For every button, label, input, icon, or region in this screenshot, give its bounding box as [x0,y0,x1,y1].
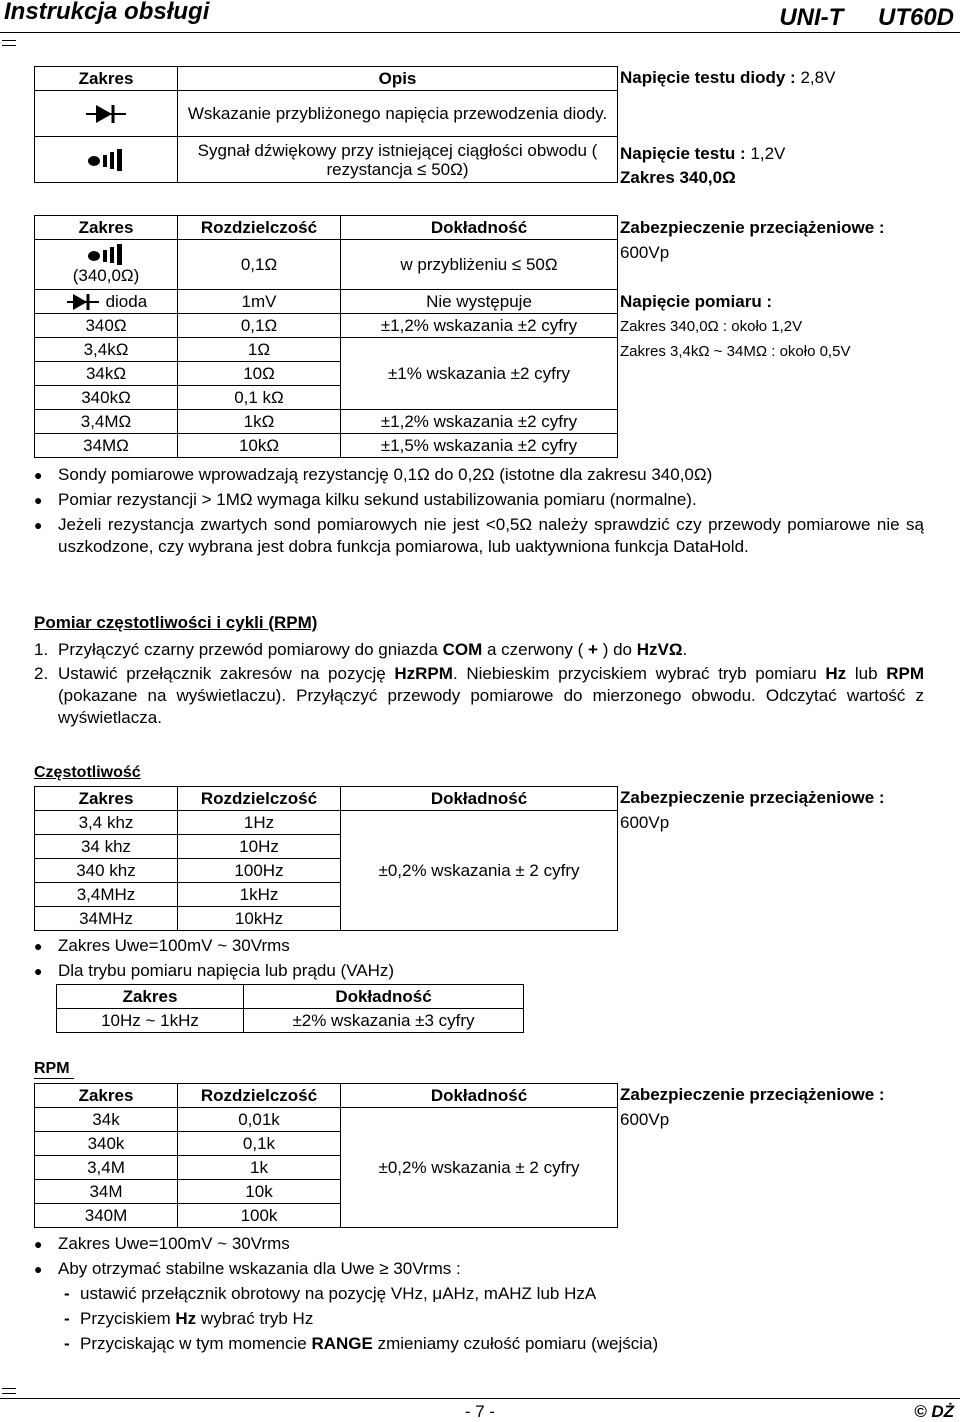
step-2: 2. Ustawić przełącznik zakresów na pozycję HzRPM. Niebieskim przyciskiem wybrać tryb pomiaru Hz lub RPM (pokazane na wyświetlaczu). Przyłączyć przewody pomiarowe do mierzonego obwodu. Odczytać wartość z wyświetlacza. [34,664,924,727]
buzzer-range-cell [35,240,178,290]
th-zakres: Zakres [35,67,178,91]
table-cell: 340Ω [35,314,178,338]
list-item: ● Zakres Uwe=100mV ~ 30Vrms [34,935,924,957]
table-cell: 34kΩ [35,362,178,386]
th-dokladnosc: Dokładność [341,1084,618,1108]
list-item: ● Jeżeli rezystancja zwartych sond pomiarowych nie jest <0,5Ω należy sprawdzić czy przewody pomiarowe nie są uszkodzone, czy wybrana jest dobra funkcja pomiarowa, lub uaktywniona funkcja DataHold. [34,514,924,558]
header-tick [2,40,16,46]
th-zakres: Zakres [35,1084,178,1108]
table-cell: 3,4MHz [35,883,178,907]
steps [34,639,924,731]
table-cell: 10k [178,1180,341,1204]
doc-model: UNI-T UT60D [779,4,954,31]
table-cell: 10Hz [178,835,341,859]
buzzer-icon [86,244,126,266]
table-cell: 0,1 kΩ [178,386,341,410]
table-cell: 3,4 khz [35,811,178,835]
diode-icon [65,293,101,311]
cont-range-label: Zakres 340,0Ω [620,168,736,187]
table-cell: ±2% wskazania ±3 cyfry [244,1009,524,1033]
dash-item: - Przyciskiem Hz wybrać tryb Hz [34,1308,924,1330]
diode-table [34,66,618,183]
measure-label: Napięcie pomiaru : [620,292,773,311]
table-cell: 340k [35,1132,178,1156]
table-cell: 1Ω [178,338,341,362]
table-cell: 10kHz [178,907,341,931]
table-cell: 3,4MΩ [35,410,178,434]
table-cell: 10kΩ [178,434,341,458]
buzzer-range: (340,0Ω) [72,266,140,285]
footer-rule [0,1398,960,1399]
header-rule [0,32,960,33]
notes-list [34,464,924,561]
table-cell: 1Hz [178,811,341,835]
rpm-table-title: RPM [34,1060,70,1077]
page-number: - 7 - [464,1402,496,1421]
resistance-table [34,215,618,458]
section-title: Pomiar częstotliwości i cykli (RPM) [34,613,318,632]
table-cell: 34k [35,1108,178,1132]
table-cell: 3,4kΩ [35,338,178,362]
rpm-notes [34,1233,924,1358]
author: © DŻ [914,1402,954,1421]
table-cell: 1kHz [178,883,341,907]
th-opis: Opis [178,67,618,91]
table-cell: ±0,2% wskazania ± 2 cyfry [341,1108,618,1228]
list-item: ● Pomiar rezystancji > 1MΩ wymaga kilku sekund ustabilizowania pomiaru (normalne). [34,489,924,511]
table-cell: 0,01k [178,1108,341,1132]
table-cell: 34 khz [35,835,178,859]
table-cell: 34MΩ [35,434,178,458]
cont-test-label: Napięcie testu : 1,2V [620,144,786,163]
table-cell: 10Hz ~ 1kHz [57,1009,244,1033]
th-rozdzielczosc: Rozdzielczość [178,1084,341,1108]
table-cell: 34MHz [35,907,178,931]
table-cell: 100k [178,1204,341,1228]
table-cell: ±1,2% wskazania ±2 cyfry [341,410,618,434]
list-item: ● Dla trybu pomiaru napięcia lub prądu (VAHz) [34,960,924,982]
freq-table [34,786,618,931]
list-item: ● Sondy pomiarowe wprowadzają rezystancję 0,1Ω do 0,2Ω (istotne dla zakresu 340,0Ω) [34,464,924,486]
th-zakres: Zakres [35,787,178,811]
buzzer-cell [35,137,178,183]
table-cell: 1kΩ [178,410,341,434]
diode-range: dioda [105,291,148,311]
diode-acc: Nie występuje [341,290,618,314]
table-cell: 340M [35,1204,178,1228]
freq-notes [34,935,924,985]
buzzer-desc: Sygnał dźwiękowy przy istniejącej ciągłości obwodu ( rezystancja ≤ 50Ω) [178,137,618,183]
protection-value: 600Vp [620,1110,670,1129]
buzzer-acc: w przybliżeniu ≤ 50Ω [341,240,618,290]
dash-item: - Przyciskając w tym momencie RANGE zmieniamy czułość pomiaru (wejścia) [34,1333,924,1355]
th-zakres: Zakres [35,216,178,240]
th-dokladnosc: Dokładność [341,216,618,240]
diode-test-label: Napięcie testu diody : 2,8V [620,68,836,87]
protection-value: 600Vp [620,813,670,832]
table-cell: ±1,2% wskazania ±2 cyfry [341,314,618,338]
table-cell: 10Ω [178,362,341,386]
buzzer-res: 0,1Ω [178,240,341,290]
table-cell: 340 khz [35,859,178,883]
footer-tick [2,1388,16,1394]
diode-cell [35,91,178,137]
th-rozdzielczosc: Rozdzielczość [178,216,341,240]
step-1: 1. Przyłączyć czarny przewód pomiarowy do gniazda COM a czerwony ( + ) do HzVΩ. [34,640,688,659]
protection-label: Zabezpieczenie przeciążeniowe : [620,788,885,807]
diode-icon [84,102,128,126]
table-cell: 100Hz [178,859,341,883]
protection-label: Zabezpieczenie przeciążeniowe : [620,218,885,237]
table-cell: 34M [35,1180,178,1204]
vahz-table [56,984,524,1033]
rpm-table [34,1083,618,1228]
table-cell: ±1% wskazania ±2 cyfry [341,338,618,410]
dash-item: - ustawić przełącznik obrotowy na pozycję VHz, μAHz, mAHZ lub HzA [34,1283,924,1305]
th-zakres: Zakres [57,985,244,1009]
diode-res: 1mV [178,290,341,314]
table-cell: 0,1k [178,1132,341,1156]
table-cell: 1k [178,1156,341,1180]
protection-label: Zabezpieczenie przeciążeniowe : [620,1085,885,1104]
table-cell: 340kΩ [35,386,178,410]
th-rozdzielczosc: Rozdzielczość [178,787,341,811]
table-cell: ±1,5% wskazania ±2 cyfry [341,434,618,458]
freq-table-title: Częstotliwość [34,764,141,781]
table-cell: 3,4M [35,1156,178,1180]
th-dokladnosc: Dokładność [341,787,618,811]
table-cell: 0,1Ω [178,314,341,338]
protection-value: 600Vp [620,243,670,262]
diode-range-cell [35,290,178,314]
buzzer-icon [86,147,126,173]
measure-1: Zakres 340,0Ω : około 1,2V [620,318,803,335]
rpm-title-rule [34,1078,74,1079]
list-item: ● Zakres Uwe=100mV ~ 30Vrms [34,1233,924,1255]
th-dokladnosc: Dokładność [244,985,524,1009]
measure-2: Zakres 3,4kΩ ~ 34MΩ : około 0,5V [620,343,851,360]
diode-desc: Wskazanie przybliżonego napięcia przewodzenia diody. [178,91,618,137]
list-item: ● Aby otrzymać stabilne wskazania dla Uwe ≥ 30Vrms : [34,1258,924,1280]
doc-title: Instrukcja obsługi [4,0,210,25]
table-cell: ±0,2% wskazania ± 2 cyfry [341,811,618,931]
